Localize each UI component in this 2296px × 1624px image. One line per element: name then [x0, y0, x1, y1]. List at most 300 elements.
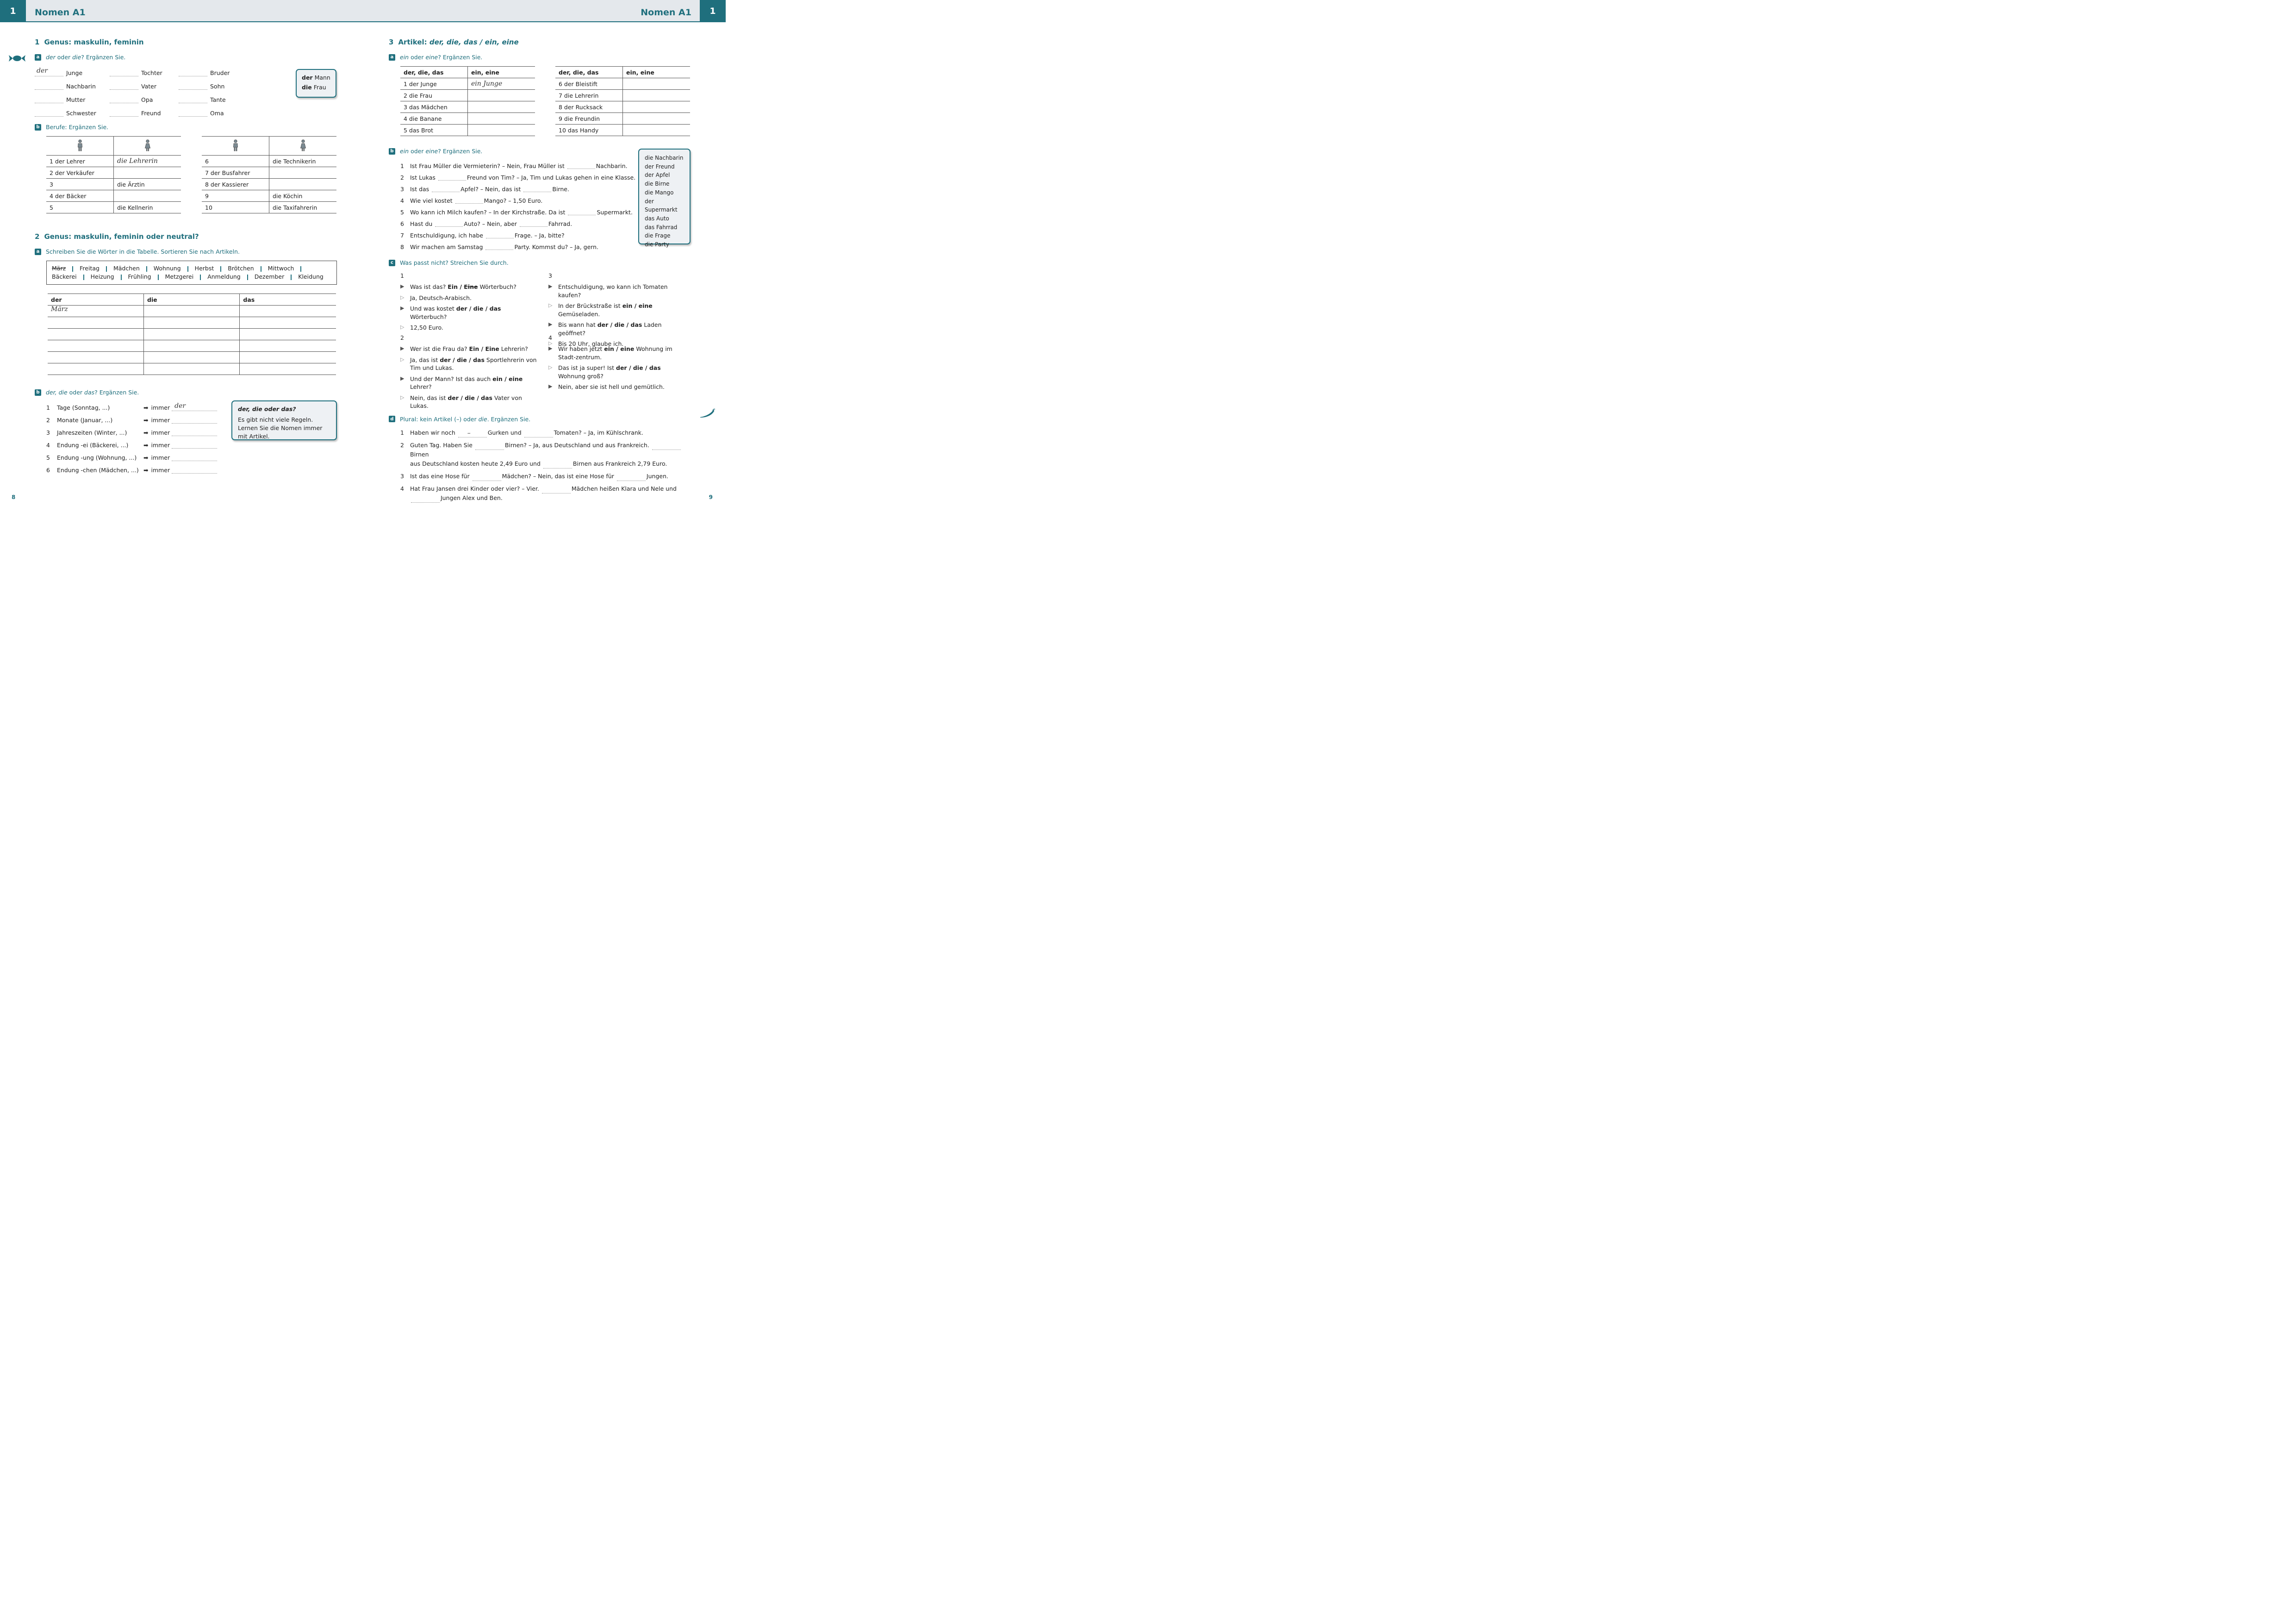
word-box-nouns: [638, 149, 691, 248]
sentence-text: Fahrrad.: [548, 220, 572, 227]
noun-item: die Birne: [645, 181, 670, 187]
instruction-italic: das: [84, 389, 95, 396]
choice-option[interactable]: der / die / das: [456, 305, 501, 312]
dialog-fragment: Entschuldigung, wo kann ich Tomaten kaufen?: [558, 283, 668, 299]
instruction-text: Was passt nicht? Streichen Sie durch.: [400, 259, 509, 266]
section-2-title: [35, 232, 340, 241]
professions-table-left: [46, 136, 181, 213]
table-row: [400, 113, 535, 125]
answer-blank[interactable]: [455, 198, 483, 204]
dialog-text: [410, 345, 528, 353]
answer-blank[interactable]: [172, 417, 217, 424]
word-separator: [146, 266, 147, 272]
word-separator: [72, 266, 73, 272]
der-cell[interactable]: [48, 317, 143, 329]
exercise-3c-dialogs: [400, 272, 694, 413]
male-cell: 2 der Verkäufer: [46, 167, 114, 179]
arrow-icon: ➡: [143, 467, 149, 474]
noun-item: das Auto: [645, 215, 669, 222]
indefinite-cell[interactable]: [623, 113, 691, 125]
indefinite-cell[interactable]: [468, 113, 535, 125]
indefinite-cell[interactable]: [623, 125, 691, 136]
sentence-text: Gurken und: [487, 429, 523, 436]
dialog-line: [400, 356, 538, 372]
dialog-number: 2: [400, 334, 404, 341]
handwritten-answer: der: [37, 67, 48, 75]
female-person-icon: [300, 139, 306, 151]
der-cell[interactable]: [48, 363, 143, 375]
die-cell[interactable]: [143, 306, 239, 317]
choice-option[interactable]: der / die / das: [597, 321, 642, 328]
male-cell[interactable]: 6: [202, 156, 269, 167]
dialog-line: [400, 305, 538, 321]
sentence-text: aus Deutschland kosten heute 2,49 Euro und: [410, 460, 542, 467]
row-number: 1: [46, 404, 50, 411]
filled-triangle-icon: ▶: [400, 375, 404, 381]
der-cell[interactable]: März: [48, 306, 143, 317]
sentence-text: Mädchen? – Nein, das ist eine Hose für: [502, 472, 616, 480]
plural-text: [410, 441, 694, 468]
das-cell[interactable]: [240, 317, 336, 329]
male-person-icon: [77, 139, 83, 151]
answer-blank[interactable]: [475, 444, 504, 450]
table-header-row: [400, 67, 535, 78]
dialog-text: [410, 324, 443, 332]
row-number: 1: [400, 162, 404, 169]
dialog-column-right: [548, 272, 686, 413]
sentence-text: Wo kann ich Milch kaufen? – In der Kirchstraße. Da ist: [410, 209, 567, 216]
female-cell[interactable]: [269, 179, 337, 190]
table-row: [202, 190, 336, 202]
male-cell[interactable]: 3: [46, 179, 114, 190]
dialog-fragment: Ja, Deutsch-Arabisch.: [410, 294, 472, 301]
choice-option[interactable]: ein / eine: [604, 345, 635, 352]
dialog-1: [400, 272, 538, 334]
chili-icon: [699, 408, 716, 418]
das-cell[interactable]: [240, 329, 336, 340]
answer-blank[interactable]: [568, 209, 596, 215]
answer-blank[interactable]: [35, 83, 63, 90]
choice-option[interactable]: Ein /: [448, 283, 464, 290]
word-box: [46, 261, 337, 285]
instruction-italic: eine: [425, 148, 438, 155]
header-das: das: [240, 294, 336, 306]
die-cell[interactable]: [143, 317, 239, 329]
female-cell[interactable]: [114, 190, 181, 202]
answer-blank[interactable]: [486, 232, 514, 238]
answer-blank[interactable]: [110, 83, 138, 90]
das-cell[interactable]: [240, 306, 336, 317]
answer-blank[interactable]: [523, 186, 551, 192]
noun-item: das Fahrrad: [645, 224, 678, 231]
word-box-item: Herbst: [194, 265, 214, 272]
dialog-text: [558, 345, 686, 361]
dialog-line: [400, 283, 538, 291]
sentence-text: Wie viel kostet: [410, 197, 454, 204]
answer-blank[interactable]: [432, 186, 460, 192]
exercise-badge: a: [389, 54, 395, 61]
exercise-2b-list: [46, 401, 340, 476]
choice-option[interactable]: ein / eine: [622, 302, 653, 309]
answer-blank[interactable]: [473, 475, 501, 481]
word-separator: [121, 275, 122, 280]
immer-label: immer: [151, 404, 170, 411]
answer-blank[interactable]: [179, 83, 207, 90]
answer-blank[interactable]: [110, 110, 138, 117]
sentence-text: Ist das: [410, 186, 431, 193]
word: Opa: [141, 96, 153, 103]
male-person-icon: [232, 139, 239, 151]
dialog-fragment: Laden geöffnet?: [558, 321, 662, 337]
arrow-icon: ➡: [143, 442, 149, 449]
filled-triangle-icon: ▶: [548, 321, 553, 327]
candy-icon: [8, 54, 26, 62]
row-number: 3: [400, 472, 404, 480]
dialog-line: [548, 364, 686, 380]
table-row: [555, 101, 690, 113]
sentence-text: Birne.: [552, 186, 569, 193]
immer-label: immer: [151, 417, 170, 424]
plural-line: [400, 441, 694, 468]
table-row: [202, 167, 336, 179]
answer-blank[interactable]: [35, 67, 63, 76]
dialog-fragment: 12,50 Euro.: [410, 324, 443, 331]
word: Tante: [210, 96, 226, 103]
definite-cell: 10 das Handy: [555, 125, 623, 136]
sentence-text: Mango? – 1,50 Euro.: [484, 197, 543, 204]
word-box-item: Freitag: [80, 265, 100, 272]
word: Vater: [141, 83, 156, 90]
word: Junge: [66, 69, 83, 76]
noun-item: die Mango: [645, 189, 674, 196]
female-cell[interactable]: [269, 167, 337, 179]
indefinite-cell[interactable]: [623, 101, 691, 113]
sentence-text: Birnen? – Ja, aus Deutschland und aus Frankreich.: [504, 441, 651, 449]
choice-option[interactable]: der / die / das: [448, 394, 492, 401]
instruction-text: ? Ergänzen Sie.: [94, 389, 139, 396]
answer-blank[interactable]: [110, 97, 138, 103]
article-table-left: [400, 66, 535, 136]
exercise-badge: d: [389, 416, 395, 422]
dialog-text: [558, 283, 686, 299]
filled-triangle-icon: ▶: [400, 305, 404, 311]
der-cell[interactable]: [48, 340, 143, 352]
word-box-item: Mittwoch: [268, 265, 294, 272]
word-box-item: Dezember: [254, 273, 285, 280]
word-separator: [187, 266, 188, 272]
answer-blank[interactable]: [520, 221, 548, 227]
word-column: [179, 66, 248, 122]
dialog-2: [400, 334, 538, 410]
outline-triangle-icon: ▷: [548, 302, 553, 308]
word-separator: [83, 275, 84, 280]
sentence-text: Birnen aus Frankreich 2,79 Euro.: [572, 460, 667, 467]
indefinite-cell[interactable]: ein Junge: [468, 78, 535, 90]
instruction-text: oder: [67, 389, 85, 396]
male-cell: 4 der Bäcker: [46, 190, 114, 202]
female-cell[interactable]: die Lehrerin: [114, 156, 181, 167]
answer-blank[interactable]: [179, 97, 207, 103]
dialog-fragment: Lehrerin?: [499, 345, 528, 352]
sentence-text: Jungen.: [646, 472, 668, 480]
instruction-italic: ein: [400, 148, 409, 155]
dialog-text: [410, 356, 538, 372]
der-cell[interactable]: [48, 352, 143, 363]
dialog-fragment: Gemüseladen.: [558, 310, 600, 318]
choice-option[interactable]: der / die / das: [616, 364, 661, 371]
word-box-item: Bäckerei: [52, 273, 77, 280]
answer-blank[interactable]: [567, 163, 595, 169]
der-cell[interactable]: [48, 329, 143, 340]
section-3-title: [389, 38, 694, 46]
indefinite-cell[interactable]: [468, 101, 535, 113]
row-number: 2: [400, 174, 404, 181]
dialog-text: [410, 375, 538, 391]
die-cell[interactable]: [143, 363, 239, 375]
row-number: 2: [400, 441, 404, 449]
word-box-item: Kleidung: [298, 273, 324, 280]
male-header-cell: [46, 137, 114, 156]
dialog-line: [548, 345, 686, 361]
choice-option[interactable]: der / die / das: [440, 356, 485, 363]
instruction-text: oder: [409, 148, 426, 155]
plural-sentences: [400, 428, 694, 503]
dialog-fragment: Und was kostet: [410, 305, 456, 312]
word: Schwester: [66, 110, 96, 117]
das-cell[interactable]: [240, 352, 336, 363]
sentence-text: Apfel? – Nein, das ist: [460, 186, 523, 193]
answer-blank[interactable]: [172, 455, 217, 461]
answer-blank[interactable]: [438, 175, 466, 181]
dialog-fragment: Sportlehrerin von Tim und Lukas.: [410, 356, 537, 371]
answer-blank[interactable]: [485, 244, 513, 250]
instruction-text: oder: [409, 54, 426, 61]
article-table-right: [555, 66, 690, 136]
dialog-fragment: Wir haben jetzt: [558, 345, 604, 352]
word: Tochter: [141, 69, 162, 76]
female-cell: die Technikerin: [269, 156, 337, 167]
instruction-text: oder: [55, 54, 73, 61]
word-box-item: Frühling: [128, 273, 151, 280]
table-row: [46, 167, 181, 179]
exercise-badge: b: [389, 148, 395, 155]
page-header: [0, 0, 726, 22]
sentence-text: Wir machen am Samstag: [410, 244, 485, 250]
section-number: 1: [35, 38, 40, 46]
dialog-fragment: Wörterbuch?: [410, 313, 447, 320]
sentence-text: Party. Kommst du? – Ja, gern.: [514, 244, 599, 250]
filled-triangle-icon: ▶: [548, 345, 553, 351]
answer-blank[interactable]: [524, 431, 553, 437]
dialog-number: 4: [548, 334, 552, 341]
tip-box-articles: [231, 400, 337, 440]
exercise-badge: c: [389, 260, 395, 266]
noun-list: [645, 154, 684, 249]
exercise-badge: a: [35, 54, 41, 61]
sentence-text: Nachbarin.: [596, 162, 628, 169]
section-1-title: [35, 38, 340, 46]
das-cell[interactable]: [240, 340, 336, 352]
plural-text: [410, 484, 677, 503]
row-number: 5: [400, 209, 404, 216]
female-cell[interactable]: [114, 167, 181, 179]
filled-triangle-icon: ▶: [548, 283, 553, 289]
word-column: [110, 66, 179, 122]
female-cell: die Taxifahrerin: [269, 202, 337, 213]
instruction-text: . Ergänzen Sie.: [487, 415, 531, 423]
male-cell[interactable]: 10: [202, 202, 269, 213]
exercise-2b-instruction: [35, 389, 340, 396]
outline-triangle-icon: ▷: [548, 364, 553, 370]
word-row: [110, 66, 179, 80]
dialog-text: [558, 383, 665, 391]
row-number: 5: [46, 454, 50, 461]
sentence-text: Ist Lukas: [410, 174, 437, 181]
indefinite-cell[interactable]: [623, 90, 691, 101]
page-number-right: 9: [709, 494, 713, 500]
exercise-3a-instruction: [389, 54, 694, 61]
tip-title: der, die oder das?: [238, 406, 296, 412]
choice-option[interactable]: Ein / Eine: [469, 345, 499, 352]
sentence-text: Jungen Alex und Ben.: [441, 494, 503, 501]
word-box-item: Metzgerei: [165, 273, 194, 280]
tip-box-der-die: [296, 69, 336, 98]
handwritten-answer: der: [174, 402, 186, 410]
indefinite-cell[interactable]: [623, 78, 691, 90]
answer-blank[interactable]: [617, 475, 646, 481]
right-page: [389, 38, 694, 506]
dialog-text: [410, 305, 538, 321]
word: Sohn: [210, 83, 225, 90]
header-indefinite: ein, eine: [623, 67, 691, 78]
section-title: Genus: maskulin, feminin: [44, 38, 144, 46]
answer-blank[interactable]: [35, 97, 63, 103]
sentence-text: Haben wir noch: [410, 429, 457, 436]
word-box-item: Heizung: [90, 273, 114, 280]
die-cell[interactable]: [143, 352, 239, 363]
dialog-line: [400, 394, 538, 410]
indefinite-cell[interactable]: [468, 125, 535, 136]
dialog-fragment: Vater von Lukas.: [410, 394, 522, 409]
table-row: [46, 190, 181, 202]
answer-blank[interactable]: [110, 70, 138, 76]
word-separator: [220, 266, 221, 272]
noun-item: der Freund: [645, 163, 675, 170]
female-cell: die Ärztin: [114, 179, 181, 190]
section-number: 2: [35, 232, 40, 241]
answer-blank[interactable]: [172, 402, 217, 411]
word-box-line-2: [52, 273, 331, 281]
choice-option[interactable]: Eine: [464, 283, 478, 290]
rule-text: Tage (Sonntag, ...): [57, 404, 110, 411]
sentence-text: Frage. – Ja, bitte?: [514, 232, 565, 239]
instruction-italic: der: [46, 54, 56, 61]
rule-row: [46, 451, 340, 464]
instruction-italic: eine: [425, 54, 438, 61]
word: Mutter: [66, 96, 86, 103]
die-cell[interactable]: [143, 340, 239, 352]
answer-blank[interactable]: [652, 444, 681, 450]
table-row: [555, 90, 690, 101]
sentence-text: Auto? – Nein, aber: [464, 220, 519, 227]
das-cell[interactable]: [240, 363, 336, 375]
answer-blank[interactable]: [35, 110, 63, 117]
instruction-text: Plural: kein Artikel (–) oder: [400, 415, 479, 423]
word-row: [110, 93, 179, 106]
dialog-text: [410, 294, 472, 302]
male-cell[interactable]: 5: [46, 202, 114, 213]
table-header-row: [202, 137, 336, 156]
rule-text: Endung -ei (Bäckerei, ...): [57, 442, 129, 449]
male-cell: 7 der Busfahrer: [202, 167, 269, 179]
word-row: [35, 80, 110, 93]
definite-cell: 1 der Junge: [400, 78, 468, 90]
instruction-text: ? Ergänzen Sie.: [81, 54, 126, 61]
arrow-icon: ➡: [143, 454, 149, 461]
exercise-1a-instruction: [35, 54, 340, 61]
word: Oma: [210, 110, 224, 117]
indefinite-cell[interactable]: [468, 90, 535, 101]
dialog-text: [558, 321, 686, 337]
row-number: 1: [400, 429, 404, 436]
male-cell: 8 der Kassierer: [202, 179, 269, 190]
answer-blank[interactable]: [411, 497, 440, 503]
answer-blank[interactable]: [542, 487, 571, 493]
plural-line: [400, 484, 694, 503]
answer-blank[interactable]: [179, 110, 207, 117]
word-row: [179, 80, 248, 93]
answer-blank[interactable]: [179, 70, 207, 76]
dialog-fragment: Wörterbuch?: [478, 283, 516, 290]
choice-option[interactable]: ein / eine: [492, 375, 523, 382]
rule-text: Endung -ung (Wohnung, ...): [57, 454, 137, 461]
sentence-text: Guten Tag. Haben Sie: [410, 441, 474, 449]
word-row: [35, 106, 110, 120]
header-indefinite: ein, eine: [468, 67, 535, 78]
instruction-italic: die: [72, 54, 81, 61]
noun-item: die Party: [645, 241, 669, 248]
noun-item: die Frage: [645, 232, 671, 239]
tip-text: Es gibt nicht viele Regeln. Lernen Sie die Nomen immer mit Artikel.: [238, 416, 323, 440]
definite-cell: 8 der Rucksack: [555, 101, 623, 113]
answer-blank[interactable]: [172, 430, 217, 436]
sentence-text: Supermarkt.: [597, 209, 633, 216]
male-header-cell: [202, 137, 269, 156]
answer-blank[interactable]: [172, 467, 217, 474]
table-row: [48, 363, 336, 375]
definite-cell: 6 der Bleistift: [555, 78, 623, 90]
answer-blank[interactable]: [172, 442, 217, 449]
word: Freund: [141, 110, 161, 117]
handwritten-answer: –: [467, 429, 471, 437]
word-box-item: Mädchen: [113, 265, 140, 272]
word-box-item: März: [52, 265, 66, 272]
answer-blank[interactable]: [458, 431, 487, 437]
exercise-badge: a: [35, 249, 41, 255]
immer-label: immer: [151, 454, 170, 461]
sentence-text: Ist das eine Hose für: [410, 472, 472, 480]
table-row: [400, 90, 535, 101]
male-cell[interactable]: 9: [202, 190, 269, 202]
tip-noun: Frau: [311, 84, 326, 91]
row-number: 4: [400, 485, 404, 492]
arrow-icon: ➡: [143, 417, 149, 424]
rule-text: Jahreszeiten (Winter, ...): [57, 429, 127, 436]
die-cell[interactable]: [143, 329, 239, 340]
answer-blank[interactable]: [543, 462, 572, 468]
answer-blank[interactable]: [435, 221, 463, 227]
arrow-icon: ➡: [143, 404, 149, 411]
